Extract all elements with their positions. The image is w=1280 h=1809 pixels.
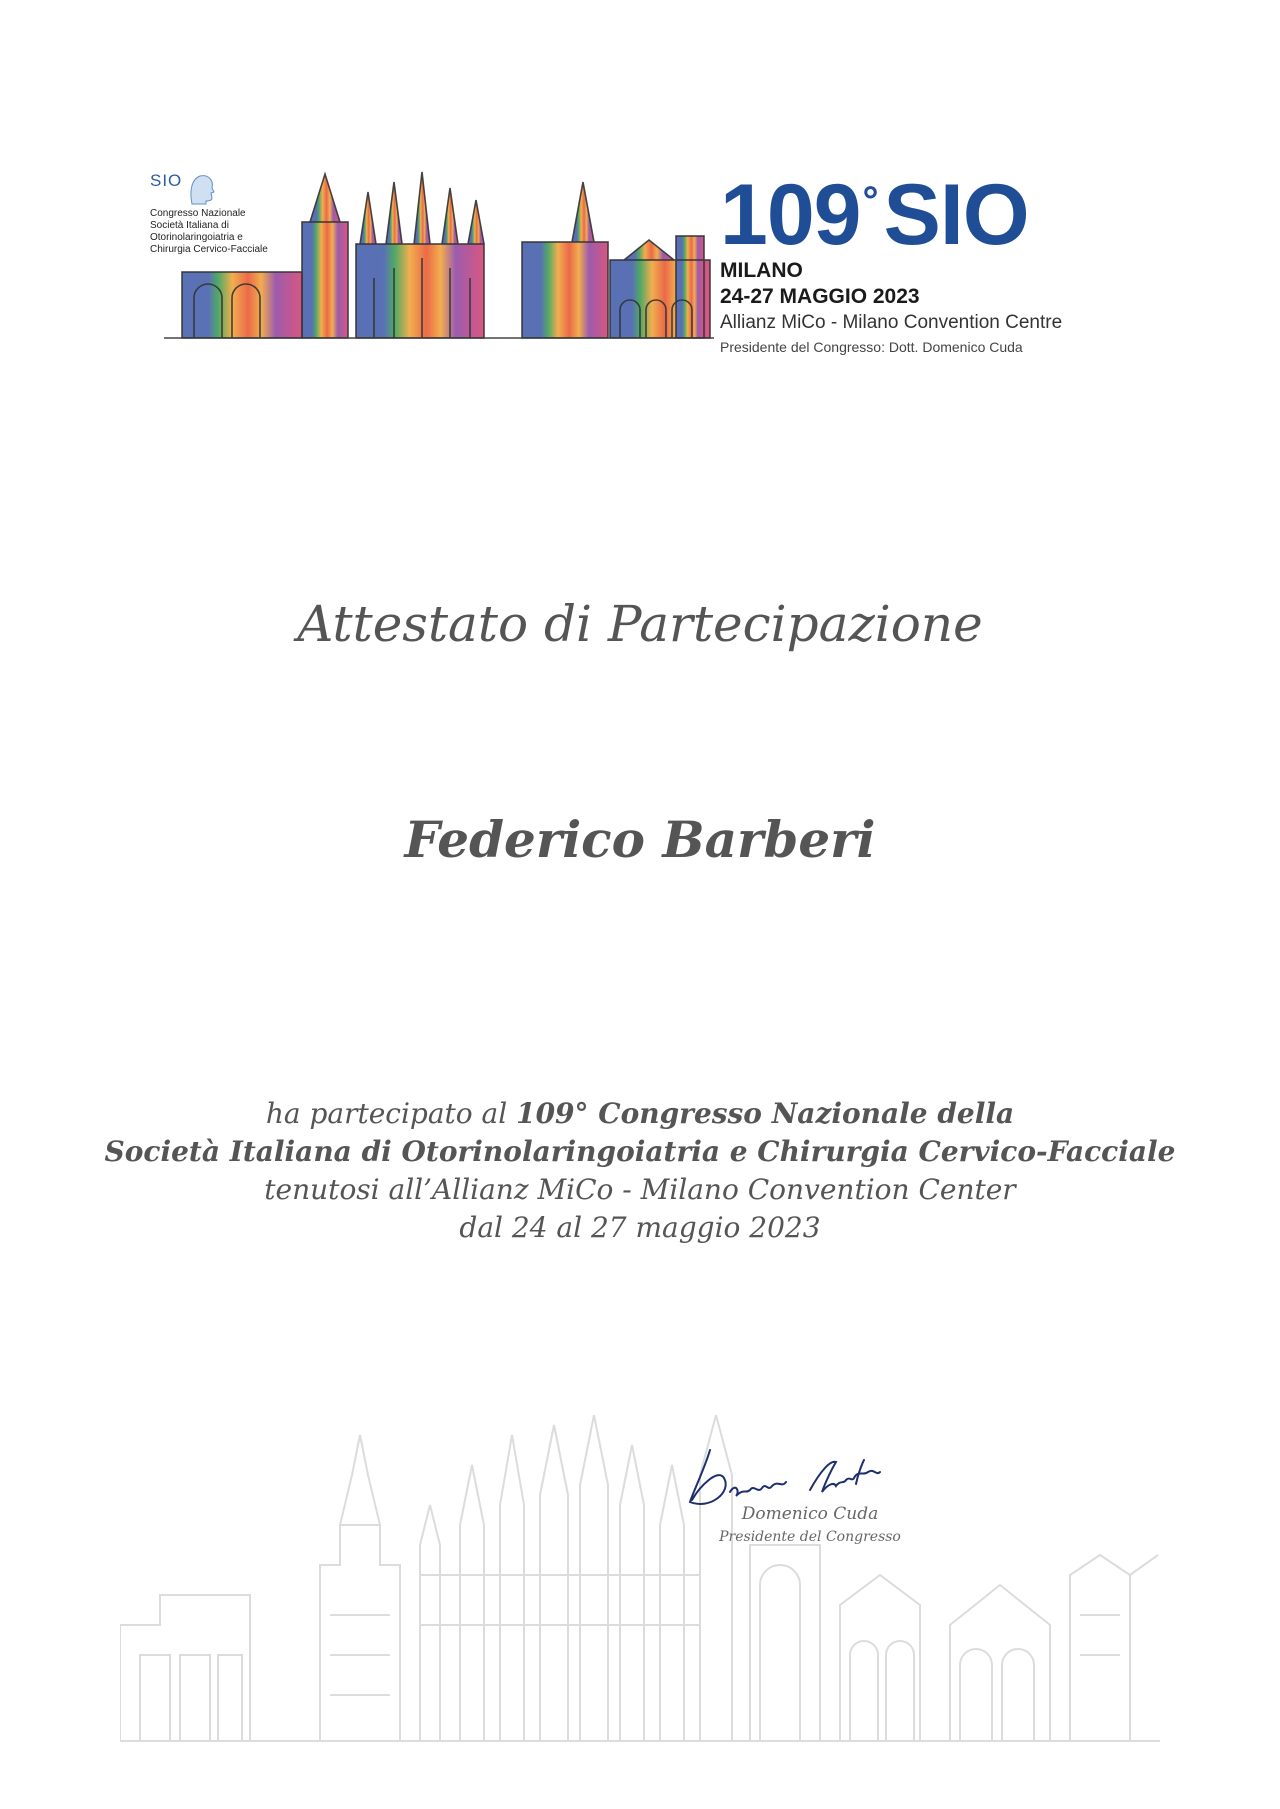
certificate-body [0, 1095, 1280, 1247]
congress-number: 109 [720, 167, 861, 263]
body-line-4: dal 24 al 27 maggio 2023 [459, 1211, 821, 1244]
congress-venue: Allianz MiCo - Milano Convention Centre [720, 312, 1063, 333]
sio-logo [150, 172, 290, 256]
recipient-name: Federico Barberi [404, 810, 876, 869]
sio-logo-line: Società Italiana di [150, 220, 229, 231]
congress-brand-title [720, 158, 1156, 263]
congress-acronym: SIO [883, 167, 1029, 263]
milano-skyline-outline-watermark [120, 1415, 1160, 1745]
congress-brand-block [720, 152, 1156, 355]
congress-dates: 24-27 MAGGIO 2023 [720, 285, 920, 308]
body-line-1 [0, 1095, 1280, 1133]
signatory-role: Presidente del Congresso [719, 1529, 901, 1545]
sio-logo-mark: SIO [150, 171, 183, 190]
profile-face-icon [186, 172, 216, 206]
congress-city: MILANO [720, 259, 803, 282]
body-line-1-prefix: ha partecipato al [265, 1097, 517, 1130]
society-name: Società Italiana di Otorinolaringoiatria e Chirurgia Cervico-Facciale [104, 1135, 1176, 1168]
certificate-header [124, 152, 1156, 355]
sio-logo-line: Chirurgia Cervico-Facciale [150, 244, 268, 255]
sio-logo-line: Otorinolaringoiatria e [150, 232, 243, 243]
degree-symbol: ° [862, 179, 878, 223]
sio-logo-line: Congresso Nazionale [150, 208, 246, 219]
body-line-2 [0, 1133, 1280, 1171]
congress-name: 109° Congresso Nazionale della [516, 1097, 1015, 1130]
certificate-title: Attestato di Partecipazione [297, 595, 983, 653]
signatory-name: Domenico Cuda [741, 1504, 879, 1524]
congress-president: Presidente del Congresso: Dott. Domenico Cuda [720, 339, 1023, 355]
sio-logo-text [150, 208, 310, 256]
body-line-3: tenutosi all’Allianz MiCo - Milano Convention Center [264, 1173, 1016, 1206]
